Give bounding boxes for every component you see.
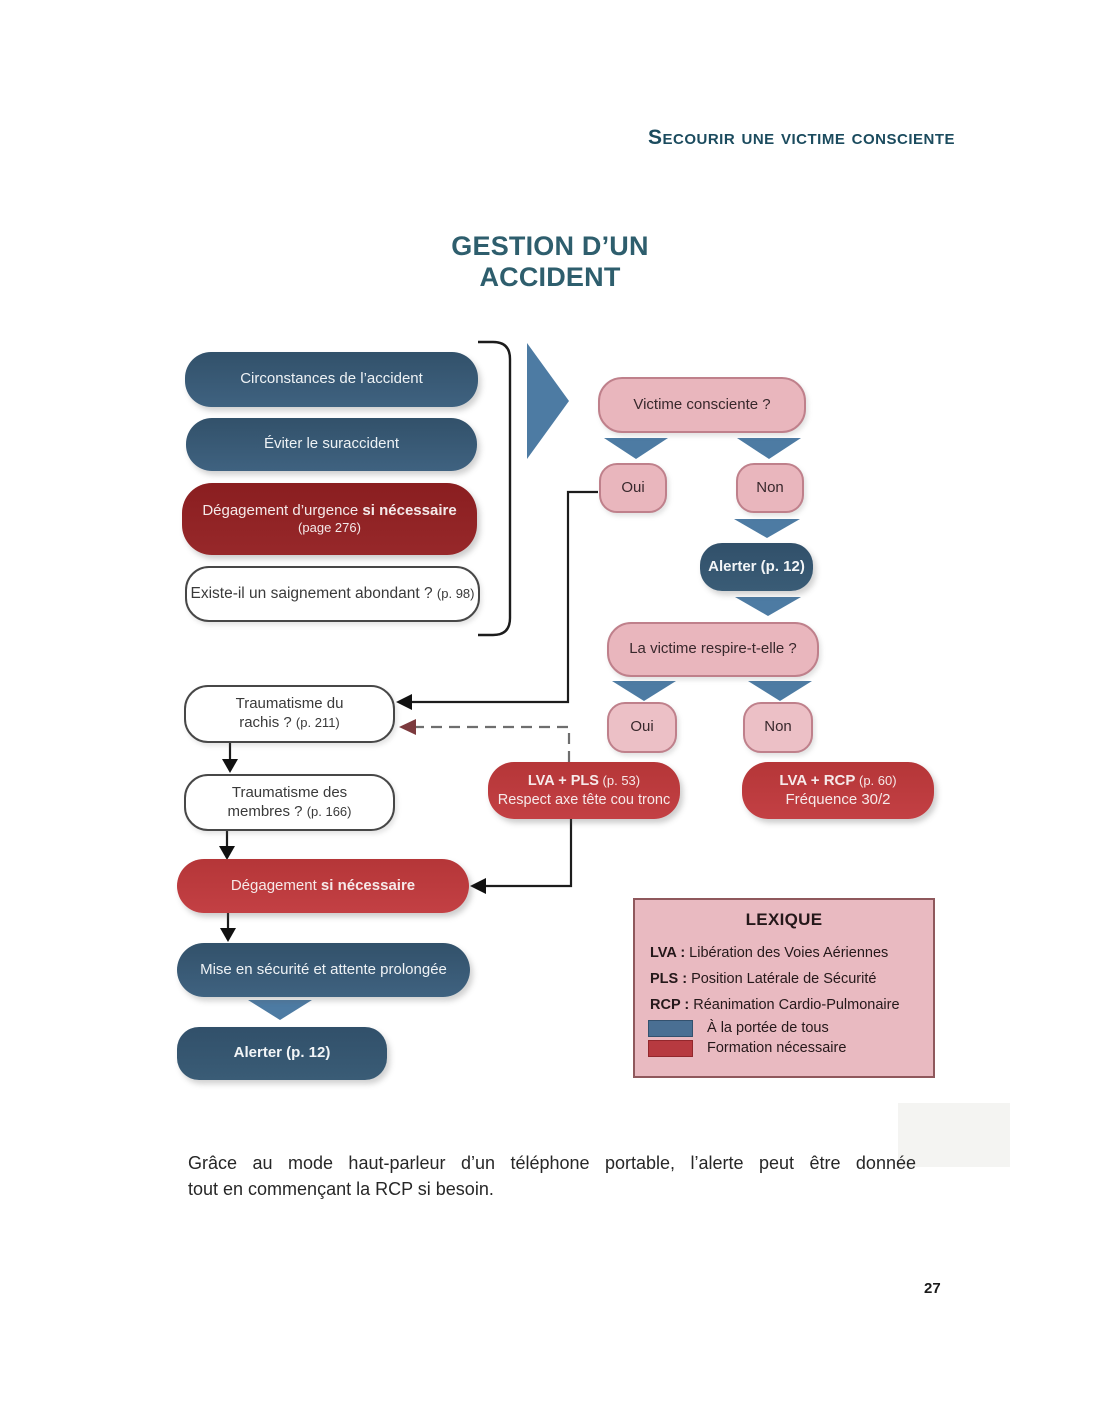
- node-label: Traumatisme du: [235, 695, 344, 713]
- label-bold: si nécessaire: [362, 501, 457, 519]
- node-victime-consciente: [598, 377, 806, 433]
- arrowhead-oui-to-rachis: [396, 694, 412, 710]
- lexique-entry: [650, 966, 933, 992]
- node-lva-pls: [488, 762, 680, 819]
- page-title: GESTION D’UN ACCIDENT: [451, 231, 649, 292]
- node-page-ref: (p. 211): [295, 715, 340, 730]
- footer-note-line1: Grâce au mode haut-parleur d’un téléphone portable, l’alerte peut être donnée: [188, 1153, 916, 1173]
- node-non-2: [743, 702, 813, 753]
- node-label: Oui: [630, 718, 654, 736]
- arrowhead-lvapls-to-degagement: [470, 878, 486, 894]
- arrowhead-degagement-to-mise: [220, 928, 236, 942]
- arrowhead-dashed-maroon: [399, 719, 416, 735]
- dashed-line-lvapls-to-rachis: [414, 727, 569, 762]
- node-label-line2: [227, 803, 351, 822]
- footer-note-line2: tout en commençant la RCP si besoin.: [188, 1179, 494, 1200]
- node-non-1: [736, 463, 804, 513]
- label-normal: Dégagement: [230, 876, 321, 894]
- label-normal: Dégagement d’urgence: [202, 501, 363, 519]
- node-traumatisme-rachis: [184, 685, 395, 743]
- node-label: Alerter (p. 12): [233, 1044, 331, 1062]
- left-group-bracket: [478, 342, 510, 635]
- node-page-ref: (p. 53): [598, 773, 641, 789]
- node-label: La victime respire-t-elle ?: [629, 640, 797, 658]
- node-oui-2: [607, 702, 677, 753]
- node-label: Non: [764, 718, 792, 736]
- label-normal: rachis ?: [239, 714, 296, 731]
- chevron-victime-non: [737, 438, 801, 459]
- node-circonstances: [185, 352, 478, 407]
- legend-row-red: [648, 1038, 933, 1058]
- lexique-entry: [650, 940, 933, 966]
- node-label: Mise en sécurité et attente prolongée: [200, 960, 447, 978]
- lexique-definition: Position Latérale de Sécurité: [691, 971, 877, 987]
- lexique-term: RCP :: [650, 997, 690, 1013]
- node-page-ref: (page 276): [298, 520, 361, 536]
- node-label: Circonstances de l’accident: [240, 370, 423, 388]
- lexique-definition: Libération des Voies Aériennes: [689, 945, 889, 961]
- node-label: Non: [756, 478, 784, 496]
- legend-label: Formation nécessaire: [707, 1040, 847, 1056]
- node-label: [528, 772, 640, 790]
- node-label: [779, 772, 896, 791]
- label-normal: Existe-il un saignement abondant ?: [190, 585, 437, 603]
- chevron-respire-oui: [612, 681, 676, 701]
- node-label: [202, 502, 456, 521]
- label-bold: LVA + PLS: [527, 773, 599, 790]
- node-eviter-suraccident: [186, 418, 477, 471]
- lexique-entries: [650, 940, 933, 1018]
- node-mise-en-securite: [177, 943, 470, 997]
- node-page-ref: (p. 166): [306, 803, 352, 819]
- node-alerter-1: [700, 543, 813, 591]
- node-page-ref: (p. 60): [855, 772, 897, 788]
- node-traumatisme-membres: [184, 774, 395, 831]
- lexique-definition: Réanimation Cardio-Pulmonaire: [693, 997, 900, 1013]
- page-number: 27: [924, 1280, 941, 1297]
- node-label: [190, 584, 474, 603]
- chevron-mise-alerter: [248, 1000, 312, 1020]
- label-normal: membres ?: [227, 802, 307, 820]
- node-sublabel: Fréquence 30/2: [785, 790, 891, 808]
- node-respire: [607, 622, 819, 677]
- legend-swatch-blue: [648, 1020, 693, 1037]
- legend-label: À la portée de tous: [707, 1020, 829, 1036]
- node-page-ref: (p. 98): [436, 586, 475, 602]
- big-right-arrow: [527, 343, 569, 459]
- node-alerter-2: [177, 1027, 387, 1080]
- node-oui-1: [599, 463, 667, 513]
- lexique-term: LVA :: [650, 945, 686, 961]
- node-degagement: [177, 859, 469, 913]
- chevron-alerter-respire: [735, 597, 801, 616]
- node-lva-rcp: [742, 762, 934, 819]
- lexique-panel: [633, 898, 935, 1078]
- chevron-respire-non: [748, 681, 812, 701]
- chevron-non-alerter: [734, 519, 800, 538]
- chevron-victime-oui: [604, 438, 668, 459]
- node-label: [231, 877, 415, 896]
- page-header: Secourir une victime consciente: [647, 126, 955, 149]
- lexique-entry: [650, 992, 933, 1018]
- node-degagement-urgence: [182, 483, 477, 555]
- node-label: Alerter (p. 12): [708, 557, 805, 575]
- node-label: Traumatisme des: [231, 783, 348, 801]
- legend-row-blue: [648, 1018, 933, 1038]
- label-bold: si nécessaire: [320, 876, 416, 894]
- lexique-title: LEXIQUE: [745, 910, 823, 929]
- node-label: Victime consciente ?: [633, 395, 771, 413]
- arrowhead-rachis-to-membres: [222, 759, 238, 773]
- node-sublabel: Respect axe tête cou tronc: [497, 791, 671, 808]
- arrowhead-membres-to-degagement: [219, 846, 235, 860]
- node-label-line2: [239, 714, 340, 733]
- node-label: Oui: [621, 478, 645, 496]
- lexique-term: PLS :: [650, 971, 688, 987]
- label-bold: LVA + RCP: [779, 771, 856, 789]
- node-saignement: [185, 566, 480, 622]
- line-lvapls-to-degagement: [484, 818, 571, 886]
- legend-swatch-red: [648, 1040, 693, 1057]
- node-label: Éviter le suraccident: [263, 435, 400, 453]
